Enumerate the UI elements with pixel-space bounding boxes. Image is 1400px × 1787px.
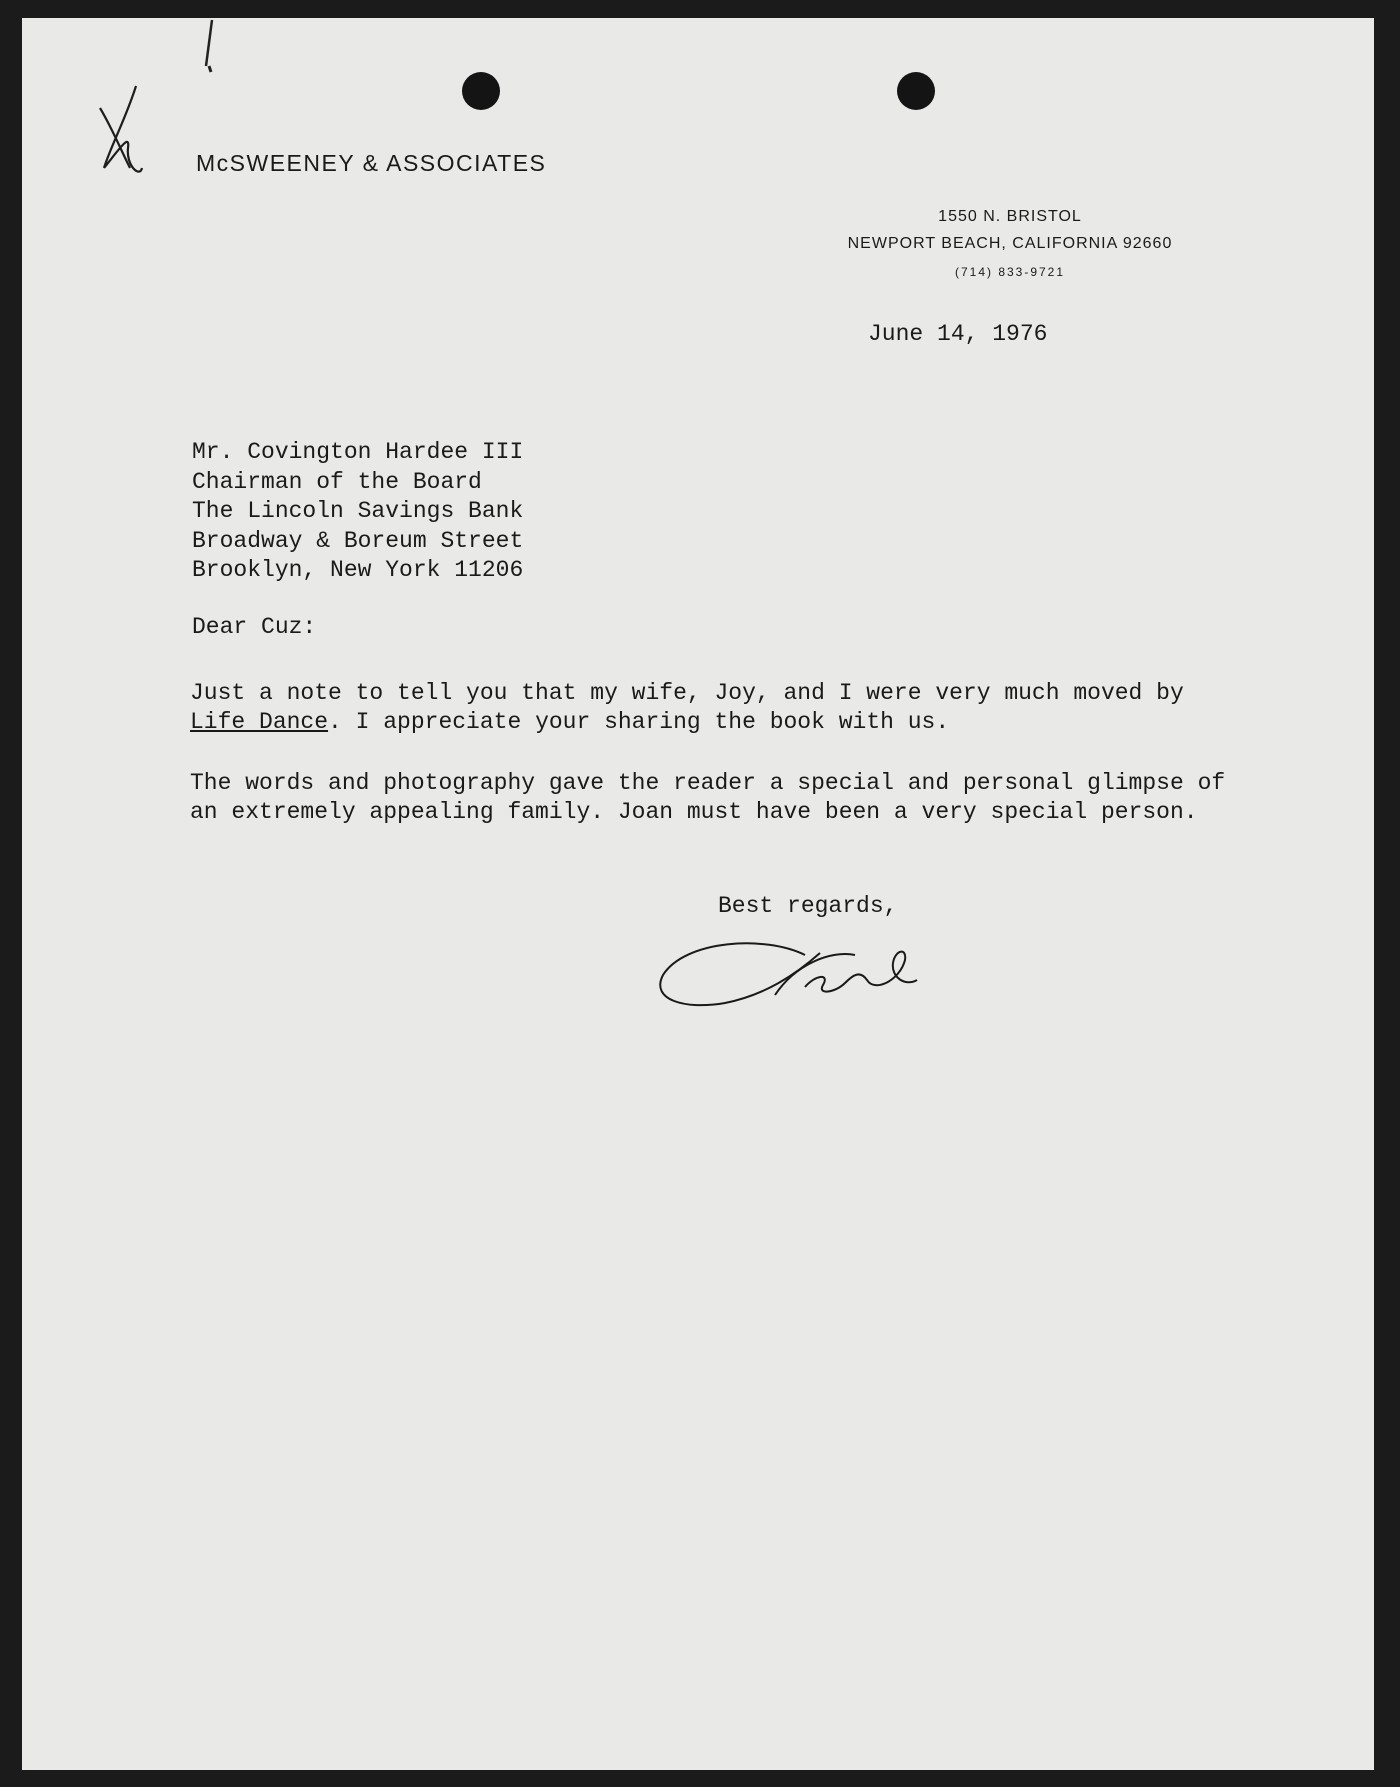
letter-date: June 14, 1976 [868,321,1048,347]
closing: Best regards, [718,893,898,919]
punch-hole [462,72,500,110]
letter-page [22,18,1374,1770]
recipient-line: Mr. Covington Hardee III [192,439,524,465]
letterhead-street: 1550 N. BRISTOL [938,208,1082,225]
body-paragraph: The words and photography gave the reader a special and personal glimpse of an extremely appealing family. Joan must have been a very special person. [190,770,1226,825]
book-title: Life Dance [190,709,329,735]
letterhead-city: NEWPORT BEACH, CALIFORNIA 92660 [847,235,1173,252]
signature [655,925,935,1025]
punch-hole [897,72,935,110]
recipient-line: Broadway & Boreum Street [192,527,524,554]
letterhead-phone: (714) 833-9721 [954,265,1066,279]
handwritten-mark [90,18,240,158]
recipient-address [192,438,523,586]
body-paragraph [190,679,1250,737]
recipient-line: Brooklyn, New York 11206 [192,557,524,583]
paragraph-text: Just a note to tell you that my wife, Joy, and I were very much moved by [190,680,1184,706]
salutation: Dear Cuz: [192,614,317,640]
recipient-line: Chairman of the Board [192,468,482,495]
firm-name: McSWEENEY & ASSOCIATES [196,150,547,176]
paragraph-text: . I appreciate your sharing the book with us. [328,709,950,735]
recipient-line: The Lincoln Savings Bank [192,498,524,524]
